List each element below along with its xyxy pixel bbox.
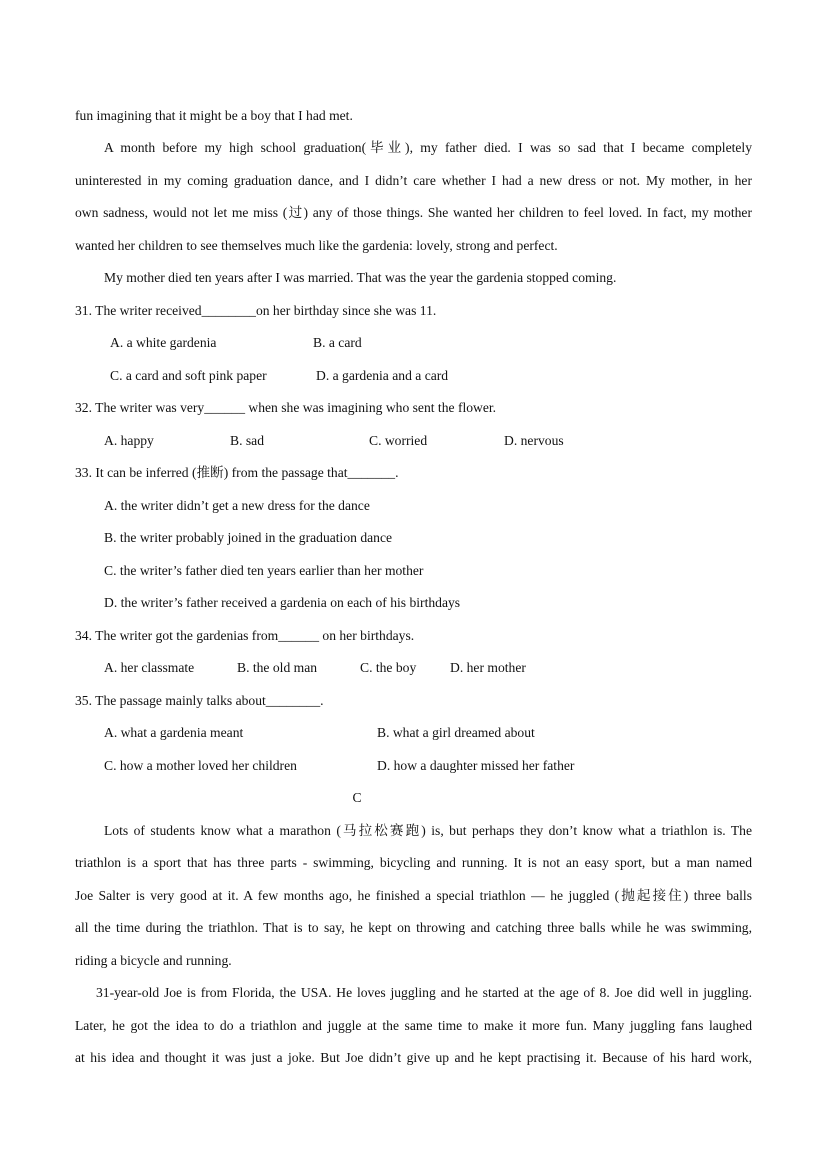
passage-c-text-line: Later, he got the idea to do a triathlon and juggle at the same time to make it more fun. Many juggling fans laughed [75, 1018, 752, 1033]
section-heading: C [352, 790, 362, 805]
answer-option: D. the writer’s father received a gardenia on each of his birthdays [104, 595, 461, 610]
question-stem: 33. It can be inferred (推断) from the passage that_______. [75, 465, 399, 480]
passage-b-text-line: own sadness, would not let me miss (过) any of those things. She wanted her children to feel loved. In fact, my mother [75, 205, 752, 220]
answer-option: B. sad [230, 433, 264, 448]
passage-c-text-line: all the time during the triathlon. That is to say, he kept on throwing and catching three balls while he was swimming, [75, 920, 752, 935]
answer-option: A. a white gardenia [110, 335, 217, 350]
answer-option: C. the writer’s father died ten years earlier than her mother [104, 563, 424, 578]
question-stem: 32. The writer was very______ when she was imagining who sent the flower. [75, 400, 497, 415]
answer-option: D. how a daughter missed her father [377, 758, 575, 773]
passage-b-text-line: fun imagining that it might be a boy that I had met. [75, 108, 353, 123]
answer-option: C. worried [369, 433, 428, 448]
answer-option: D. nervous [504, 433, 564, 448]
passage-b-text-line: A month before my high school graduation(毕业), my father died. I was so sad that I became completely [104, 140, 752, 155]
passage-c-text-line: Joe Salter is very good at it. A few months ago, he finished a special triathlon — he juggled (抛起接住) three balls [75, 888, 752, 903]
answer-option: A. happy [104, 433, 154, 448]
answer-option: C. how a mother loved her children [104, 758, 297, 773]
question-stem: 35. The passage mainly talks about________. [75, 693, 324, 708]
passage-b-text-line: wanted her children to see themselves much like the gardenia: lovely, strong and perfect. [75, 238, 558, 253]
passage-c-text-line: riding a bicycle and running. [75, 953, 232, 968]
answer-option: C. the boy [360, 660, 417, 675]
passage-c-text-line: 31-year-old Joe is from Florida, the USA. He loves juggling and he started at the age of 8. Joe did well in juggling. [96, 985, 752, 1000]
question-stem: 34. The writer got the gardenias from______ on her birthdays. [75, 628, 415, 643]
passage-b-text-line: My mother died ten years after I was married. That was the year the gardenia stopped coming. [104, 270, 617, 285]
answer-option: B. the writer probably joined in the graduation dance [104, 530, 393, 545]
passage-c-text-line: triathlon is a sport that has three parts - swimming, bicycling and running. It is not an easy sport, but a man named [75, 855, 752, 870]
passage-b-text-line: uninterested in my coming graduation dance, and I didn’t care whether I had a new dress or not. My mother, in her [75, 173, 752, 188]
answer-option: B. a card [313, 335, 362, 350]
question-stem: 31. The writer received________on her birthday since she was 11. [75, 303, 437, 318]
answer-option: B. the old man [237, 660, 318, 675]
answer-option: D. a gardenia and a card [316, 368, 449, 383]
answer-option: D. her mother [450, 660, 526, 675]
answer-option: A. her classmate [104, 660, 195, 675]
answer-option: A. the writer didn’t get a new dress for the dance [104, 498, 370, 513]
answer-option: B. what a girl dreamed about [377, 725, 535, 740]
answer-option: A. what a gardenia meant [104, 725, 244, 740]
answer-option: C. a card and soft pink paper [110, 368, 267, 383]
passage-c-text-line: Lots of students know what a marathon (马拉松赛跑) is, but perhaps they don’t know what a triathlon is. The [104, 823, 752, 838]
passage-c-text-line: at his idea and thought it was just a joke. But Joe didn’t give up and he kept practising it. Because of his hard work, [75, 1050, 752, 1065]
